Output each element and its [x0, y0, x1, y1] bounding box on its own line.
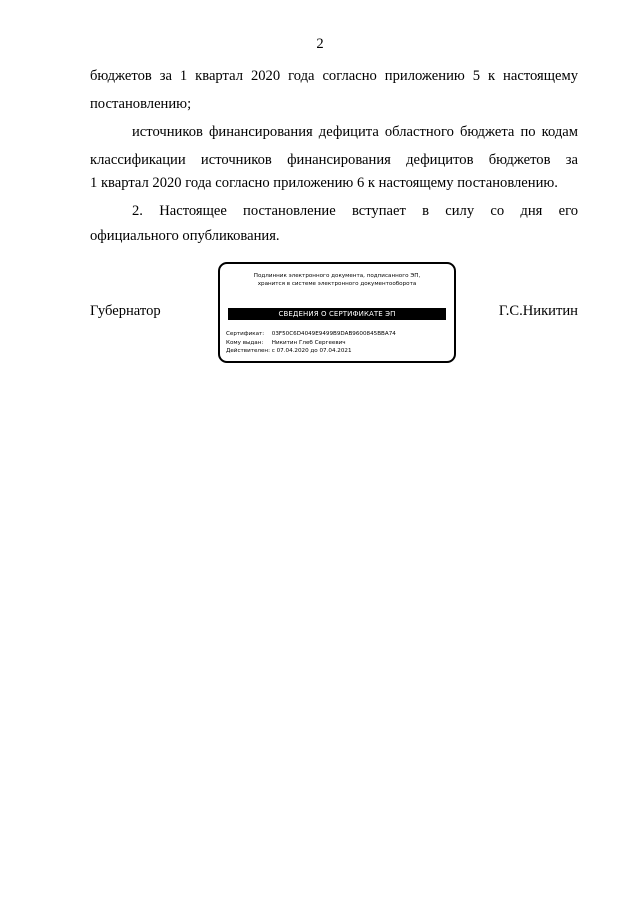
issued-to-label: Кому выдан:: [226, 339, 264, 346]
stamp-header-line: хранится в системе электронного документооборота: [257, 281, 417, 287]
stamp-header: [220, 272, 454, 288]
paragraph-line: 2. Настоящее постановление вступает в силу со дня его: [132, 203, 578, 219]
issued-to-row: [226, 339, 396, 348]
validity-value: с 07.04.2020 до 07.04.2021: [271, 348, 352, 354]
paragraph-line: классификации источников финансирования дефицитов бюджетов за: [90, 152, 578, 168]
stamp-title: СВЕДЕНИЯ О СЕРТИФИКАТЕ ЭП: [228, 308, 446, 320]
page-number: 2: [316, 36, 324, 52]
signatory-name: Г.С.Никитин: [498, 303, 578, 319]
signatory-position: Губернатор: [90, 303, 161, 319]
stamp-header-line: Подлинник электронного документа, подписанного ЭП,: [253, 273, 421, 279]
certificate-label: Сертификат:: [226, 331, 265, 337]
issued-to-value: Никитин Глеб Сергеевич: [271, 339, 346, 346]
paragraph-line: постановлению;: [90, 96, 192, 112]
paragraph-line: источников финансирования дефицита областного бюджета по кодам: [132, 124, 578, 140]
stamp-details: [226, 330, 396, 356]
paragraph-line: бюджетов за 1 квартал 2020 года согласно приложению 5 к настоящему: [90, 68, 578, 84]
paragraph-line: 1 квартал 2020 года согласно приложению 6 к настоящему постановлению.: [90, 175, 558, 191]
validity-row: [226, 347, 396, 356]
paragraph-line: официального опубликования.: [90, 228, 280, 244]
certificate-value: 03F50C6D4049E9499B9DAB9600845BBA74: [271, 331, 396, 337]
electronic-signature-stamp: [218, 262, 456, 363]
certificate-row: [226, 330, 396, 339]
validity-label: Действителен:: [226, 348, 270, 354]
